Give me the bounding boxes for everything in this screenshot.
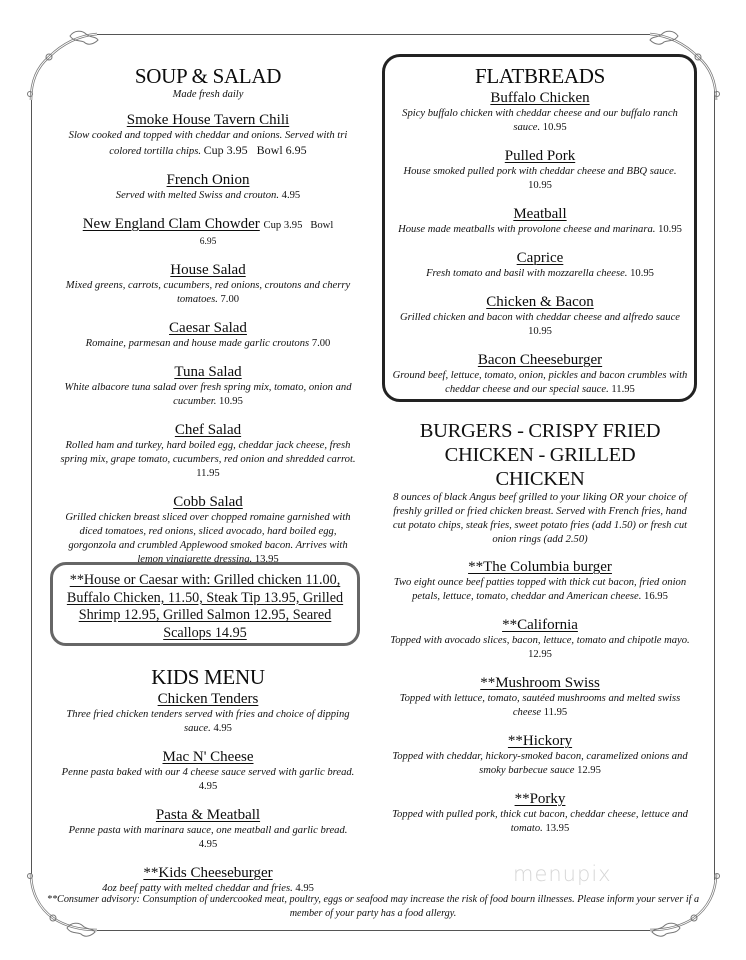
menu-item [58, 172, 358, 203]
item-name: **Mushroom Swiss [480, 675, 600, 691]
item-name: Pulled Pork [504, 148, 576, 164]
item-price-tail: 6.95 [199, 237, 217, 247]
menu-item [392, 148, 688, 193]
item-description: Rolled ham and turkey, hard boiled egg, cheddar jack cheese, fresh spring mix, grape tomato, cucumbers, red onion and shredded carrot. 11.95 [60, 440, 356, 479]
item-description: Mixed greens, carrots, cucumbers, red onions, croutons and cherry tomatoes. 7.00 [65, 280, 351, 305]
menu-item [388, 617, 692, 662]
menupix-watermark: menupix [513, 862, 612, 886]
item-price: 12.95 [528, 649, 552, 660]
flatbreads-section [392, 64, 688, 397]
item-price: 10.95 [542, 122, 567, 133]
menu-item [388, 791, 692, 836]
menu-item [58, 216, 358, 249]
item-name: Chef Salad [174, 422, 242, 438]
item-description: Slow cooked and topped with cheddar and onions. Served with tri colored tortilla chips. Cup 3.95 Bowl 6.95 [68, 130, 348, 157]
item-description: Three fried chicken tenders served with fries and choice of dipping sauce. 4.95 [66, 709, 350, 734]
menu-item [392, 352, 688, 397]
item-description: Romaine, parmesan and house made garlic croutons 7.00 [85, 338, 331, 349]
salad-addons-text: **House or Caesar with: Grilled chicken 11.00, Buffalo Chicken, 11.50, Steak Tip 13.95, Grilled Shrimp 12.95, Grilled Salmon 12.95, Seared Scallops 14.95 [66, 572, 344, 641]
item-description: Grilled chicken breast sliced over chopped romaine garnished with diced tomatoes, red onions, sliced avocado, hard boiled egg, gorgonzola and crumbled Applewood smoked bacon. Arrives with lemon vinaigrette dressing. 13.95 [65, 512, 351, 565]
item-name: Smoke House Tavern Chili [126, 112, 290, 128]
item-price: 10.95 [630, 268, 654, 279]
item-name: Caprice [516, 250, 564, 266]
item-description: House smoked pulled pork with cheddar cheese and BBQ sauce. 10.95 [403, 166, 677, 191]
section-title: BURGERS - CRISPY FRIED CHICKEN - GRILLED CHICKEN [419, 420, 661, 490]
item-description: White albacore tuna salad over fresh spring mix, tomato, onion and cucumber. 10.95 [64, 382, 352, 407]
item-name: Pasta & Meatball [155, 807, 261, 823]
item-name: Buffalo Chicken [490, 90, 590, 106]
menu-item [58, 422, 358, 481]
item-price: 4.95 [295, 883, 314, 894]
item-price: 10.95 [219, 396, 243, 407]
item-name: **Porky [514, 791, 566, 807]
item-description: Topped with cheddar, hickory-smoked bacon, caramelized onions and smoky barbecue sauce 12.95 [392, 751, 688, 776]
item-description: Penne pasta baked with our 4 cheese sauce served with garlic bread. 4.95 [61, 767, 355, 792]
item-price: 4.95 [213, 723, 232, 734]
item-name: House Salad [170, 262, 246, 278]
menu-item [392, 294, 688, 339]
item-description: Spicy buffalo chicken with cheddar cheese and our buffalo ranch sauce. 10.95 [402, 108, 678, 133]
item-name: **The Columbia burger [468, 559, 612, 575]
menu-item [392, 90, 688, 135]
item-name: **Hickory [507, 733, 573, 749]
burgers-intro: 8 ounces of black Angus beef grilled to your liking OR your choice of freshly grilled or fried chicken breast. Served with French fries, hand cut potato chips, steak fries, sweet potato fries (add 1.50) or fresh cut onion rings (add 2.50) [392, 492, 688, 545]
item-description: Grilled chicken and bacon with cheddar cheese and alfredo sauce 10.95 [400, 312, 680, 337]
section-subtitle: Made fresh daily [172, 89, 244, 100]
frame-top-line [95, 34, 653, 35]
item-description: House made meatballs with provolone cheese and marinara. 10.95 [398, 224, 682, 235]
item-price: 11.95 [611, 384, 635, 395]
item-price: Cup 3.95 Bowl [263, 220, 334, 231]
consumer-advisory: **Consumer advisory: Consumption of undercooked meat, poultry, eggs or seafood may increase the risk of food bourn illnesses. Please inform your server if a member of your party has a food allergy. [46, 894, 700, 919]
item-price: 7.00 [220, 294, 240, 305]
item-price: 4.95 [198, 839, 218, 850]
item-price: 4.95 [281, 190, 301, 201]
menu-item [58, 807, 358, 852]
frame-left-line [31, 95, 32, 875]
section-title: KIDS MENU [151, 665, 265, 689]
menu-item [58, 112, 358, 159]
item-description: Ground beef, lettuce, tomato, onion, pickles and bacon crumbles with cheddar cheese and our special sauce. 11.95 [392, 370, 688, 395]
item-price: 11.95 [196, 468, 220, 479]
frame-bottom-line [95, 930, 650, 931]
item-name: Meatball [513, 206, 567, 222]
section-title: FLATBREADS [474, 64, 606, 88]
menu-item [388, 675, 692, 720]
item-description: Served with melted Swiss and crouton. 4.95 [115, 190, 301, 201]
item-name: New England Clam Chowder [82, 216, 260, 232]
item-price: 16.95 [644, 591, 668, 602]
item-name: Caesar Salad [169, 320, 247, 336]
menu-item [58, 320, 358, 351]
menu-item [388, 733, 692, 778]
item-description: Two eight ounce beef patties topped with thick cut bacon, fried onion petals, lettuce, tomato, cheddar and American cheese. 16.95 [393, 577, 687, 602]
item-description: Topped with lettuce, tomato, sautéed mushrooms and melted swiss cheese 11.95 [399, 693, 681, 718]
salad-addons-box [50, 562, 360, 646]
item-description: Fresh tomato and basil with mozzarella cheese. 10.95 [426, 268, 654, 279]
item-price: 13.95 [545, 823, 570, 834]
item-price: 10.95 [528, 180, 552, 191]
item-name: Cobb Salad [173, 494, 243, 510]
item-name: **California [502, 617, 578, 633]
menu-item [58, 865, 358, 896]
item-description: Penne pasta with marinara sauce, one meatball and garlic bread. 4.95 [68, 825, 348, 850]
menu-item [58, 494, 358, 567]
item-name: **Kids Cheeseburger [143, 865, 273, 881]
item-name: Chicken & Bacon [486, 294, 594, 310]
item-price: 4.95 [198, 781, 218, 792]
item-name: Bacon Cheeseburger [477, 352, 603, 368]
item-description: Topped with avocado slices, bacon, lettuce, tomato and chipotle mayo. 12.95 [390, 635, 690, 660]
item-price: Cup 3.95 Bowl 6.95 [203, 143, 307, 157]
menu-item [388, 559, 692, 604]
item-description: 4oz beef patty with melted cheddar and fries. 4.95 [102, 883, 314, 894]
menu-item [58, 691, 358, 736]
soup-salad-section [58, 64, 358, 567]
item-name: Chicken Tenders [157, 691, 259, 707]
menu-item [58, 749, 358, 794]
item-price: 10.95 [658, 224, 682, 235]
item-name: Mac N' Cheese [162, 749, 254, 765]
item-name: Tuna Salad [174, 364, 242, 380]
item-name: French Onion [166, 172, 250, 188]
menu-item [58, 262, 358, 307]
section-title: SOUP & SALAD [134, 64, 282, 88]
item-price: 12.95 [577, 765, 601, 776]
item-price: 7.00 [311, 338, 331, 349]
item-price: 10.95 [528, 326, 552, 337]
item-price: 13.95 [254, 554, 279, 565]
menu-item [58, 364, 358, 409]
menu-item [392, 206, 688, 237]
item-description: Topped with pulled pork, thick cut bacon, cheddar cheese, lettuce and tomato. 13.95 [392, 809, 688, 834]
item-price: 11.95 [543, 707, 568, 718]
frame-right-line [714, 90, 715, 880]
menu-item [392, 250, 688, 281]
burgers-section [388, 419, 692, 836]
kids-menu-section [58, 665, 358, 896]
